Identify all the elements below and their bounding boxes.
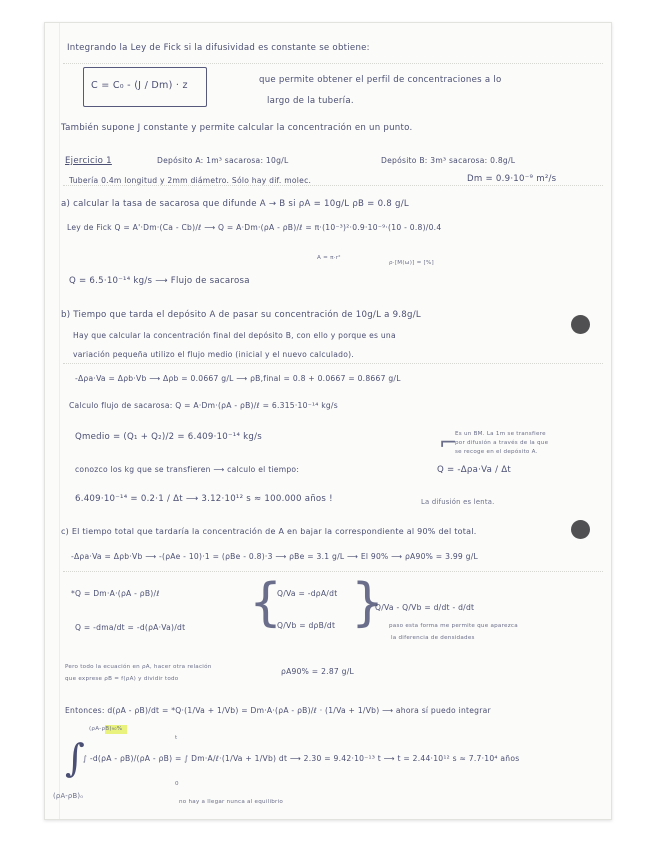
fick-law-calc: Ley de Fick Q = A'·Dm·(Ca - Cb)/ℓ ⟶ Q = A·Dm·(ρA - ρB)/ℓ = π·(10⁻³)²·0.9·10⁻⁹·(10 - 0.8)/0.4 xyxy=(67,223,442,232)
step-note-1: paso esta forma me permite que aparezca xyxy=(389,623,518,629)
mass-balance: -Δρa·Va = Δρb·Vb ⟶ Δρb = 0.0667 g/L ⟶ ρB,final = 0.8 + 0.0667 = 0.8667 g/L xyxy=(75,374,401,383)
punch-hole xyxy=(571,520,590,539)
flux-derivative: Q = -dma/dt = -d(ρA·Va)/dt xyxy=(75,623,186,632)
rule-line xyxy=(63,571,603,572)
rule-line xyxy=(63,185,603,186)
boxed-equation: C = C₀ - (J / Dm) · z xyxy=(91,80,188,91)
highlight-label: (ρA-ρB)₉₀% xyxy=(89,726,123,732)
lower-limit: (ρA-ρB)₀ xyxy=(53,792,84,800)
aside-note-2: por difusión a través de la que xyxy=(455,440,549,446)
profile-text-1: que permite obtener el perfil de concentraciones a lo xyxy=(259,75,502,85)
question-b-line3: variación pequeña utilizo el flujo medio (inicial y el nuevo calculado). xyxy=(73,350,354,359)
time-calculation: 6.409·10⁻¹⁴ = 0.2·1 / Δt ⟶ 3.12·10¹² s ≈ 100.000 años ! xyxy=(75,494,333,504)
aside-bracket: ⌐ xyxy=(439,431,458,456)
margin-line xyxy=(59,23,60,819)
density-note: ρ·[M(ω)] = [%] xyxy=(389,260,434,266)
integral-lower-limit: 0 xyxy=(175,781,179,787)
question-b-line1: b) Tiempo que tarda el depósito A de pasar su concentración de 10g/L a 9.8g/L xyxy=(61,310,421,320)
question-a: a) calcular la tasa de sacarosa que difunde A → B si ρA = 10g/L ρB = 0.8 g/L xyxy=(61,199,409,209)
note-line2: que exprese ρB = f(ρA) y dividir todo xyxy=(65,676,179,682)
note-line1: Pero todo la ecuación en ρA, hacer otra relación xyxy=(65,664,212,670)
brace-right: } xyxy=(351,573,385,633)
integration-result: ∫ -d(ρA - ρB)/(ρA - ρB) = ∫ Dm·A/ℓ·(1/Va + 1/Vb) dt ⟶ 2.30 = 9.42·10⁻¹³ t ⟶ t = 2.44·10¹² s ≈ 7.7·10⁴ años xyxy=(83,754,520,763)
balance-c: -Δρa·Va = Δρb·Vb ⟶ -(ρAe - 10)·1 = (ρBe - 0.8)·3 ⟶ ρBe = 3.1 g/L ⟶ El 90% ⟶ ρA90% = 3.99 g/L xyxy=(71,552,478,561)
punch-hole xyxy=(571,315,590,334)
fraction-diff: Q/Va - Q/Vb = d/dt - d/dt xyxy=(375,603,475,612)
profile-text-2: largo de la tubería. xyxy=(267,96,354,106)
rule-line xyxy=(63,363,603,364)
fick-intro: Integrando la Ley de Fick si la difusividad es constante se obtiene: xyxy=(67,43,370,53)
integral-sign: ∫ xyxy=(65,736,85,780)
area-note: A = π·r² xyxy=(317,255,341,261)
tube-data: Tubería 0.4m longitud y 2mm diámetro. Sólo hay dif. molec. xyxy=(69,176,312,185)
fraction-b: Q/Vb = dρB/dt xyxy=(277,621,336,630)
footer-note: no hay a llegar nunca al equilibrio xyxy=(179,799,284,805)
exercise-title: Ejercicio 1 xyxy=(65,156,112,166)
assumption-text: También supone J constante y permite calcular la concentración en un punto. xyxy=(61,123,413,133)
new-flux: Calculo flujo de sacarosa: Q = A·Dm·(ρA - ρB)/ℓ = 6.315·10⁻¹⁴ kg/s xyxy=(69,401,338,410)
flux-star: *Q = Dm·A·(ρA - ρB)/ℓ xyxy=(71,589,160,598)
flux-definition: Q = -Δρa·Va / Δt xyxy=(437,465,511,475)
aside-note-1: Es un BM. La 1m se transfiere xyxy=(455,431,546,437)
flux-result: Q = 6.5·10⁻¹⁴ kg/s ⟶ Flujo de sacarosa xyxy=(69,276,250,286)
diffusivity: Dm = 0.9·10⁻⁹ m²/s xyxy=(467,174,557,184)
mean-flux: Qmedio = (Q₁ + Q₂)/2 = 6.409·10⁻¹⁴ kg/s xyxy=(75,432,262,442)
question-b-line2: Hay que calcular la concentración final del depósito B, con ello y porque es una xyxy=(73,331,396,340)
deposit-a: Depósito A: 1m³ sacarosa: 10g/L xyxy=(157,156,289,165)
slow-diffusion-note: La difusión es lenta. xyxy=(421,498,495,506)
integration-setup: Entonces: d(ρA - ρB)/dt = *Q·(1/Va + 1/Vb) = Dm·A·(ρA - ρB)/ℓ · (1/Va + 1/Vb) ⟶ ahora sí puedo integrar xyxy=(65,706,491,715)
question-c: c) El tiempo total que tardaría la concentración de A en bajar la correspondiente al 90% del total. xyxy=(61,527,477,536)
notebook-page xyxy=(44,22,612,820)
rule-line xyxy=(63,63,603,64)
deposit-b: Depósito B: 3m³ sacarosa: 0.8g/L xyxy=(381,156,516,165)
rho-a90: ρA90% = 2.87 g/L xyxy=(281,667,355,676)
brace-left: { xyxy=(249,573,283,633)
known-transfer: conozco los kg que se transfieren ⟶ calculo el tiempo: xyxy=(75,465,300,474)
fraction-a: Q/Va = -dρA/dt xyxy=(277,589,338,598)
integral-upper-limit: t xyxy=(175,735,178,741)
aside-note-3: se recoge en el depósito A. xyxy=(455,449,538,455)
step-note-2: la diferencia de densidades xyxy=(391,635,475,641)
